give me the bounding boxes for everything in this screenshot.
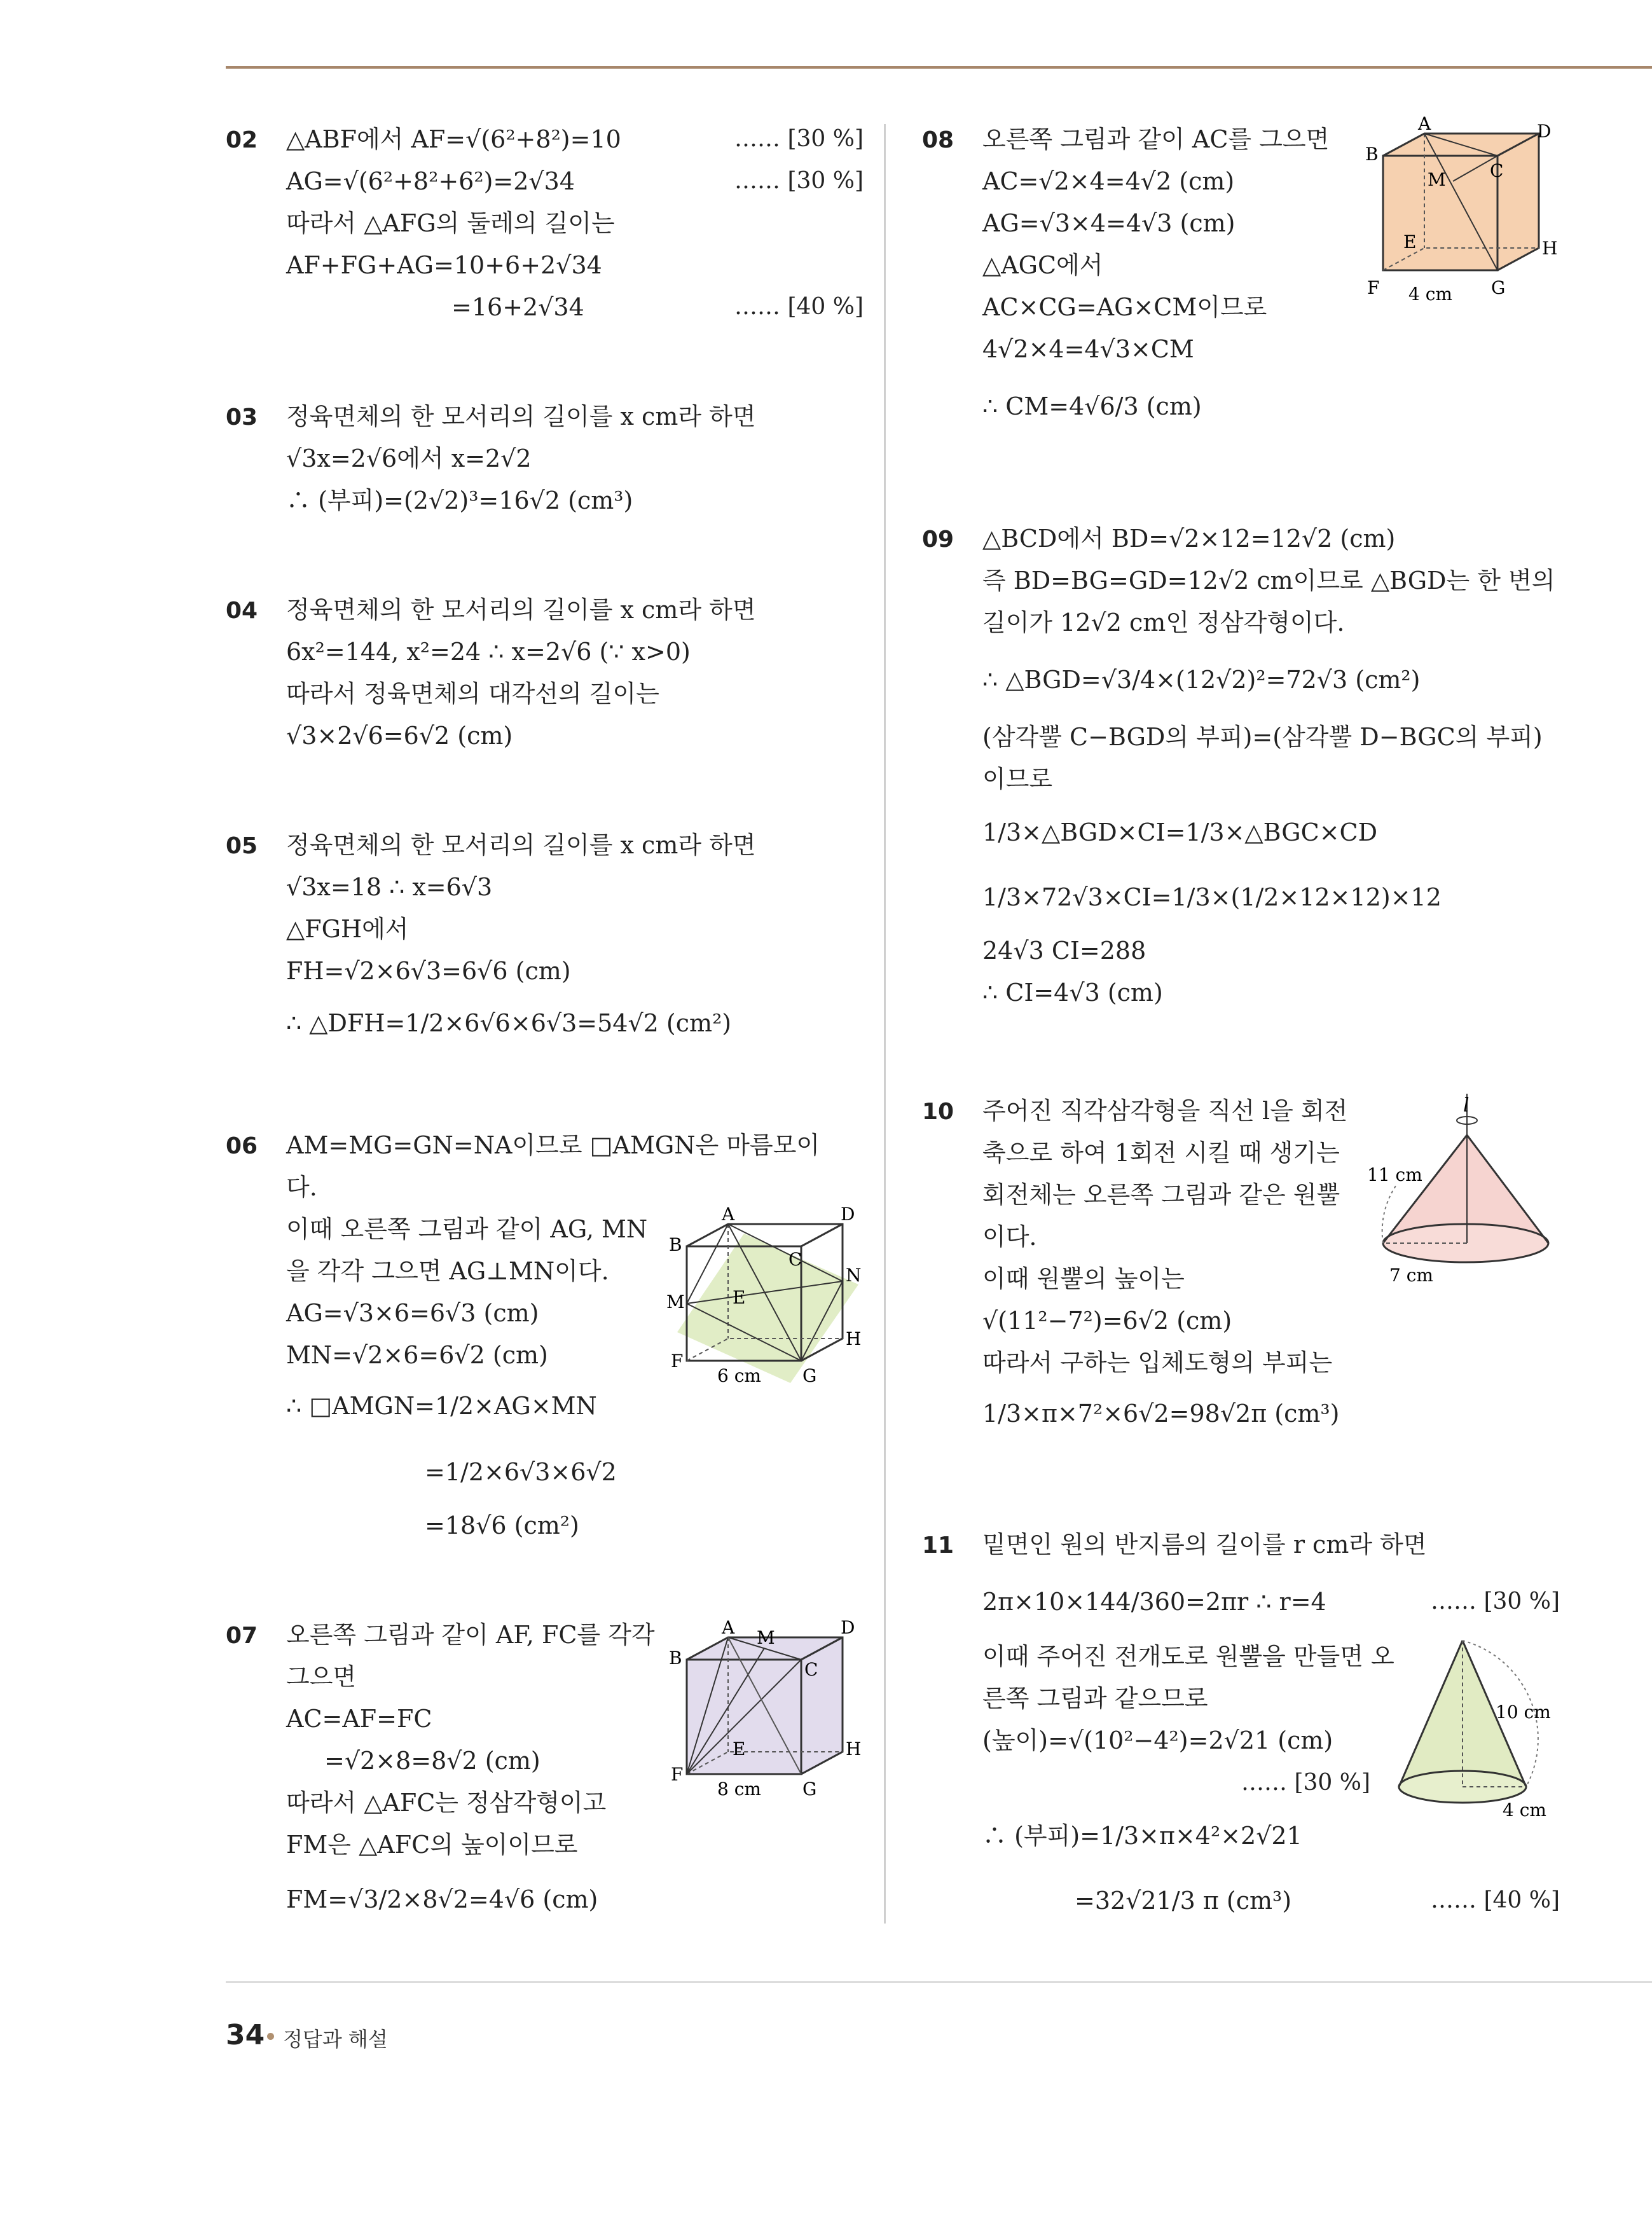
p06-line-6: MN=√2×6=6√2 (cm) bbox=[286, 1341, 548, 1369]
p08-line-3: AG=√3×4=4√3 (cm) bbox=[982, 209, 1236, 237]
page-number: 34 bbox=[226, 2019, 265, 2051]
cone-figure-11 bbox=[1389, 1628, 1580, 1825]
fig08-label-H: H bbox=[1542, 238, 1558, 259]
p04-line-1: 정육면체의 한 모서리의 길이를 x cm라 하면 bbox=[286, 596, 756, 624]
p07-line-4: =√2×8=8√2 (cm) bbox=[324, 1747, 540, 1775]
p10-line-1: 주어진 직각삼각형을 직선 l을 회전 bbox=[982, 1097, 1348, 1125]
p06-line-7: ∴ □AMGN=1/2×AG×MN bbox=[286, 1392, 597, 1420]
p09-line-9: 24√3 CI=288 bbox=[982, 937, 1146, 965]
p02-line-5: =16+2√34 bbox=[451, 293, 584, 321]
p07-line-3: AC=AF=FC bbox=[286, 1705, 432, 1733]
fig08-label-G: G bbox=[1491, 277, 1506, 298]
fig06-label-F: F bbox=[671, 1351, 684, 1372]
p03-line-3: ∴ (부피)=(2√2)³=16√2 (cm³) bbox=[286, 486, 633, 514]
fig06-label-M: M bbox=[666, 1291, 685, 1312]
column-divider bbox=[884, 124, 886, 1924]
fig07-label-D: D bbox=[841, 1617, 855, 1638]
p10-line-8: 1/3×π×7²×6√2=98√2π (cm³) bbox=[982, 1400, 1340, 1428]
p08-line-7: ∴ CM=4√6/3 (cm) bbox=[982, 392, 1202, 420]
p08-line-1: 오른쪽 그림과 같이 AC를 그으면 bbox=[982, 125, 1330, 153]
p11-line-5: (높이)=√(10²−4²)=2√21 (cm) bbox=[982, 1726, 1333, 1754]
p07-line-7: FM=√3/2×8√2=4√6 (cm) bbox=[286, 1885, 598, 1913]
p03-line-1: 정육면체의 한 모서리의 길이를 x cm라 하면 bbox=[286, 403, 756, 430]
cube-figure-08 bbox=[1358, 113, 1561, 324]
problem-number-09: 09 bbox=[922, 527, 954, 553]
p10-line-6: √(11²−7²)=6√2 (cm) bbox=[982, 1307, 1232, 1335]
fig10-slant-label: 11 cm bbox=[1367, 1164, 1422, 1185]
footer-dot-icon bbox=[267, 2033, 274, 2040]
p08-line-5: AC×CG=AG×CM이므로 bbox=[982, 293, 1267, 321]
p06-line-1: AM=MG=GN=NA이므로 □AMGN은 마름모이 bbox=[286, 1131, 820, 1159]
p11-score-2: …… [30 %] bbox=[1241, 1770, 1370, 1796]
fig06-label-N: N bbox=[846, 1265, 862, 1286]
footer-label: 정답과 해설 bbox=[283, 2027, 388, 2051]
fig07-label-C: C bbox=[804, 1659, 818, 1680]
fig06-edge-label: 6 cm bbox=[717, 1365, 761, 1386]
fig07-label-H: H bbox=[846, 1738, 862, 1759]
fig07-label-M: M bbox=[757, 1627, 775, 1648]
problem-number-02: 02 bbox=[226, 127, 258, 153]
p02-line-3: 따라서 △AFG의 둘레의 길이는 bbox=[286, 209, 615, 237]
p10-line-7: 따라서 구하는 입체도형의 부피는 bbox=[982, 1349, 1333, 1377]
fig07-label-A: A bbox=[722, 1617, 735, 1638]
p03-line-2: √3x=2√6에서 x=2√2 bbox=[286, 444, 532, 472]
fig08-label-M: M bbox=[1428, 169, 1446, 190]
p11-line-3: 이때 주어진 전개도로 원뿔을 만들면 오 bbox=[982, 1642, 1394, 1670]
fig06-label-H: H bbox=[846, 1328, 862, 1349]
p11-line-6: ∴ (부피)=1/3×π×4²×2√21 bbox=[982, 1822, 1302, 1850]
fig07-edge-label: 8 cm bbox=[717, 1779, 761, 1800]
fig07-label-F: F bbox=[671, 1764, 684, 1785]
p09-line-5: (삼각뿔 C−BGD의 부피)=(삼각뿔 D−BGC의 부피) bbox=[982, 723, 1543, 751]
fig07-label-G: G bbox=[802, 1779, 817, 1800]
p09-line-7: 1/3×△BGD×CI=1/3×△BGC×CD bbox=[982, 818, 1378, 846]
p08-line-2: AC=√2×4=4√2 (cm) bbox=[982, 167, 1235, 195]
fig11-slant-label: 10 cm bbox=[1496, 1702, 1551, 1723]
cube-figure-06 bbox=[661, 1204, 862, 1408]
problem-number-05: 05 bbox=[226, 833, 258, 859]
fig10-radius-label: 7 cm bbox=[1389, 1265, 1433, 1286]
fig06-label-E: E bbox=[733, 1287, 746, 1308]
p06-line-9: =18√6 (cm²) bbox=[425, 1511, 579, 1539]
fig07-label-E: E bbox=[733, 1738, 746, 1759]
p05-line-3: △FGH에서 bbox=[286, 915, 409, 943]
fig08-label-E: E bbox=[1403, 231, 1417, 252]
fig08-label-A: A bbox=[1418, 113, 1431, 134]
p10-line-3: 회전체는 오른쪽 그림과 같은 원뿔 bbox=[982, 1181, 1340, 1209]
top-rule bbox=[226, 66, 1652, 69]
p02-score-2: …… [30 %] bbox=[734, 168, 864, 194]
p04-line-2: 6x²=144, x²=24 ∴ x=2√6 (∵ x>0) bbox=[286, 638, 691, 666]
p06-line-4: 을 각각 그으면 AG⊥MN이다. bbox=[286, 1257, 609, 1285]
fig06-label-G: G bbox=[802, 1365, 817, 1386]
p05-line-2: √3x=18 ∴ x=6√3 bbox=[286, 873, 493, 901]
p10-line-4: 이다. bbox=[982, 1223, 1037, 1251]
p02-score-3: …… [40 %] bbox=[734, 294, 864, 320]
p11-score-3: …… [40 %] bbox=[1431, 1887, 1560, 1913]
fig08-label-F: F bbox=[1367, 277, 1380, 298]
fig06-label-B: B bbox=[669, 1234, 682, 1255]
p06-line-5: AG=√3×6=6√3 (cm) bbox=[286, 1299, 539, 1327]
p11-score-1: …… [30 %] bbox=[1431, 1588, 1560, 1614]
p08-line-6: 4√2×4=4√3×CM bbox=[982, 335, 1194, 363]
p09-line-1: △BCD에서 BD=√2×12=12√2 (cm) bbox=[982, 525, 1396, 553]
p09-line-10: ∴ CI=4√3 (cm) bbox=[982, 979, 1163, 1007]
problem-number-08: 08 bbox=[922, 127, 954, 153]
fig08-edge-label: 4 cm bbox=[1408, 284, 1452, 305]
p04-line-4: √3×2√6=6√2 (cm) bbox=[286, 722, 513, 750]
p09-line-2: 즉 BD=BG=GD=12√2 cm이므로 △BGD는 한 변의 bbox=[982, 567, 1555, 595]
p07-line-6: FM은 △AFC의 높이이므로 bbox=[286, 1831, 578, 1859]
p11-line-4: 른쪽 그림과 같으므로 bbox=[982, 1684, 1208, 1712]
p02-line-2: AG=√(6²+8²+6²)=2√34 bbox=[286, 167, 575, 195]
p07-line-2: 그으면 bbox=[286, 1663, 357, 1691]
fig06-label-A: A bbox=[722, 1204, 735, 1225]
cone-figure-10 bbox=[1358, 1094, 1567, 1284]
p11-line-2: 2π×10×144/360=2πr ∴ r=4 bbox=[982, 1588, 1326, 1616]
p02-score-1: …… [30 %] bbox=[734, 126, 864, 152]
p11-line-7: =32√21/3 π (cm³) bbox=[1075, 1887, 1292, 1915]
problem-number-07: 07 bbox=[226, 1623, 258, 1649]
p07-line-5: 따라서 △AFC는 정삼각형이고 bbox=[286, 1789, 607, 1817]
p09-line-8: 1/3×72√3×CI=1/3×(1/2×12×12)×12 bbox=[982, 883, 1442, 911]
p10-line-2: 축으로 하여 1회전 시킬 때 생기는 bbox=[982, 1139, 1340, 1167]
fig06-label-C: C bbox=[788, 1249, 802, 1270]
p02-line-4: AF+FG+AG=10+6+2√34 bbox=[286, 251, 602, 279]
fig08-label-C: C bbox=[1490, 160, 1504, 181]
fig07-label-B: B bbox=[669, 1648, 682, 1669]
problem-number-03: 03 bbox=[226, 404, 258, 430]
p06-line-3: 이때 오른쪽 그림과 같이 AG, MN bbox=[286, 1215, 648, 1243]
fig06-label-D: D bbox=[841, 1204, 855, 1225]
p05-line-1: 정육면체의 한 모서리의 길이를 x cm라 하면 bbox=[286, 831, 756, 859]
fig10-axis-label: l bbox=[1463, 1094, 1470, 1117]
p05-line-4: FH=√2×6√3=6√6 (cm) bbox=[286, 957, 571, 985]
p09-line-4: ∴ △BGD=√3/4×(12√2)²=72√3 (cm²) bbox=[982, 666, 1421, 694]
p05-line-5: ∴ △DFH=1/2×6√6×6√3=54√2 (cm²) bbox=[286, 1009, 732, 1037]
fig08-label-D: D bbox=[1537, 121, 1552, 142]
p06-line-2: 다. bbox=[286, 1173, 317, 1201]
problem-number-06: 06 bbox=[226, 1133, 258, 1159]
p04-line-3: 따라서 정육면체의 대각선의 길이는 bbox=[286, 680, 659, 708]
p07-line-1: 오른쪽 그림과 같이 AF, FC를 각각 bbox=[286, 1621, 655, 1649]
fig08-label-B: B bbox=[1365, 144, 1379, 165]
problem-number-04: 04 bbox=[226, 598, 258, 624]
p09-line-6: 이므로 bbox=[982, 765, 1053, 793]
p08-line-4: △AGC에서 bbox=[982, 251, 1103, 279]
footer-rule bbox=[226, 1981, 1652, 1983]
p06-line-8: =1/2×6√3×6√2 bbox=[425, 1458, 617, 1486]
fig11-radius-label: 4 cm bbox=[1503, 1800, 1546, 1820]
cube-figure-07 bbox=[661, 1617, 862, 1822]
p09-line-3: 길이가 12√2 cm인 정삼각형이다. bbox=[982, 609, 1345, 637]
problem-number-11: 11 bbox=[922, 1532, 954, 1559]
p02-line-1: △ABF에서 AF=√(6²+8²)=10 bbox=[286, 125, 621, 153]
p10-line-5: 이때 원뿔의 높이는 bbox=[982, 1265, 1185, 1293]
problem-number-10: 10 bbox=[922, 1099, 954, 1125]
p11-line-1: 밑면인 원의 반지름의 길이를 r cm라 하면 bbox=[982, 1531, 1427, 1559]
